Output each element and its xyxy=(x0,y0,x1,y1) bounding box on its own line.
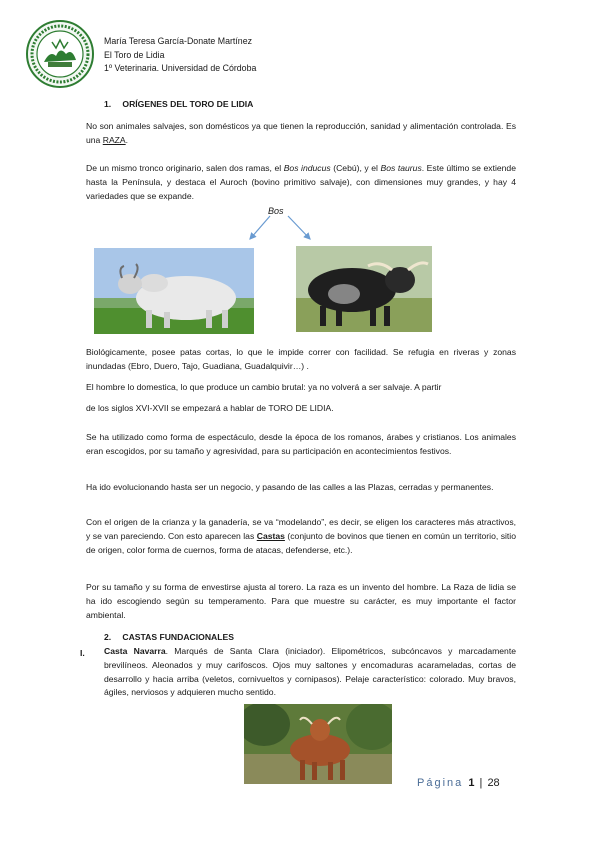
page-separator: | xyxy=(479,777,483,789)
author-name: María Teresa García-Donate Martínez xyxy=(104,36,252,46)
section-heading-2 xyxy=(104,631,234,645)
section-heading-1 xyxy=(104,98,253,112)
section-title: ORÍGENES DEL TORO DE LIDIA xyxy=(122,99,254,109)
page-total: 28 xyxy=(487,777,500,789)
paragraph-text: . Este último se extiende hasta la Península, y destaca el Auroch (bovino primitivo salvaje), con dimensiones muy grandes, y hay 4 variedades que se expande. xyxy=(86,163,516,201)
paragraph-ramas xyxy=(86,162,516,203)
document-subject: El Toro de Lidia xyxy=(104,49,165,60)
seal-icon xyxy=(26,20,94,88)
list-item-text: . Marqués de Santa Clara (iniciador). Elipométricos, subcóncavos y marcadamente brevilíneos. Aleonados y muy carifoscos. Ojos muy saltones y encomaduras acarameladas, cortas de desarrollo y hacia arriba (veletos, cornivueltos y cornipasos). Pelaje característico: colorado. Muy bravos, ágiles, nerviosos y adquieren mucho sentido. xyxy=(104,646,516,698)
paragraph-biologia: Biológicamente, posee patas cortas, lo que le impide correr con facilidad. Se refugia en riveras y zonas inundadas (Ebro, Duero, Tajo, Guadiana, Guadalquivir…) . xyxy=(86,347,516,371)
page-number: 1 xyxy=(468,777,475,789)
red-bull-photo xyxy=(244,704,392,784)
bos-taurus-term: Bos taurus xyxy=(380,163,422,173)
section-number: 2. xyxy=(104,632,112,642)
castas-term: Castas xyxy=(256,530,285,541)
paragraph-text: (Cebú), y el xyxy=(330,163,381,173)
zebu-photo xyxy=(94,248,254,334)
arrow-right xyxy=(288,216,310,239)
branch-arrows xyxy=(240,214,320,244)
black-bull-photo xyxy=(296,246,432,332)
bos-label: Bos xyxy=(268,206,284,216)
paragraph-text: (conjunto de bovinos que tienen en común un territorio, sitio de origen, color forma de cuernos, forma de atacas, defenderse, etc.). xyxy=(86,530,516,555)
document-header xyxy=(104,35,256,76)
arrow-left xyxy=(250,216,270,239)
paragraph-text: De un mismo tronco originario, salen dos ramas, el xyxy=(86,163,284,173)
paragraph-text: No son animales salvajes, son domésticos ya que tienen la reproducción, sanidad y alimentación controlada. Es una xyxy=(86,121,516,145)
bos-indicus-term: Bos inducus xyxy=(283,163,331,173)
list-item-navarra xyxy=(104,645,516,700)
university-logo xyxy=(26,20,94,88)
paragraph-negocio: Ha ido evolucionando hasta ser un negocio, y pasando de las calles a las Plazas, cerradas y permanentes. xyxy=(86,482,494,492)
section-number: 1. xyxy=(104,99,112,109)
paragraph-text: Con el origen de la crianza y la ganadería, se va “modelando”, es decir, se eligen los caracteres más atractivos, y se van pareciendo. Con esto aparecen las xyxy=(86,517,516,541)
course-info: 1º Veterinaria. Universidad de Córdoba xyxy=(104,63,257,74)
paragraph-siglos: de los siglos XVI-XVII se empezará a hablar de TORO DE LIDIA. xyxy=(86,403,334,413)
paragraph-tamano: Por su tamaño y su forma de envestirse ajusta al torero. La raza es un invento del hombre. La Raza de lidia se ha ido escogiendo según su temperamento. Para que muestre su carácter, es muy importante el factor ambiental. xyxy=(86,582,516,620)
page-label: Página xyxy=(417,777,464,789)
paragraph-domestica: El hombre lo domestica, lo que produce un cambio brutal: ya no volverá a ser salvaje. A partir xyxy=(86,382,442,392)
page-footer xyxy=(417,775,500,793)
list-numeral: I. xyxy=(80,648,85,658)
section-title: CASTAS FUNDACIONALES xyxy=(122,632,234,642)
raza-link[interactable]: RAZA xyxy=(102,134,126,145)
casta-navarra-title: Casta Navarra xyxy=(104,646,166,656)
paragraph-raza xyxy=(86,120,516,148)
paragraph-text: . xyxy=(125,134,129,145)
paragraph-castas xyxy=(86,516,516,557)
paragraph-espectaculo: Se ha utilizado como forma de espectáculo, desde la época de los romanos, árabes y cristianos. Los animales eran escogidos, por su tamaño y agresividad, para su participación en acontecimientos festivos. xyxy=(86,432,516,456)
